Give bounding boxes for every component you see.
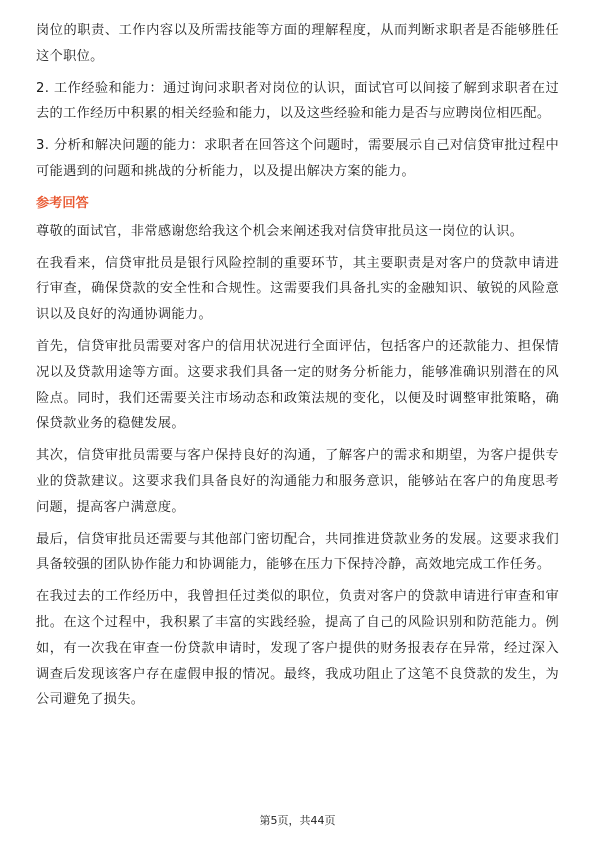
answer-paragraph-6: 在我过去的工作经历中，我曾担任过类似的职位，负责对客户的贷款申请进行审查和审批。在这个过程中，我积累了丰富的实践经验，提高了自己的风险识别和防范能力。例如，有一次我在审查一份贷款申请时，发现了客户提供的财务报表存在异常，经过深入调查后发现该客户存在虚假申报的情况。最终，我成功阻止了这笔不良贷款的发生，为公司避免了损失。 (36, 589, 559, 708)
intro-paragraph-1: 岗位的职责、工作内容以及所需技能等方面的理解程度，从而判断求职者是否能够胜任这个职位。 (36, 23, 559, 64)
answer-section-title: 参考回答 (36, 195, 89, 211)
page-number-footer: 第5页，共44页 (259, 814, 336, 827)
answer-paragraph-2: 在我看来，信贷审批员是银行风险控制的重要环节，其主要职责是对客户的贷款申请进行审查，确保贷款的安全性和合规性。这需要我们具备扎实的金融知识、敏锐的风险意识以及良好的沟通协调能力。 (36, 255, 559, 323)
intro-paragraph-3: 3. 分析和解决问题的能力：求职者在回答这个问题时，需要展示自己对信贷审批过程中可能遇到的问题和挑战的分析能力，以及提出解决方案的能力。 (36, 138, 559, 179)
answer-paragraph-3: 首先，信贷审批员需要对客户的信用状况进行全面评估，包括客户的还款能力、担保情况以及贷款用途等方面。这要求我们具备一定的财务分析能力，能够准确识别潜在的风险点。同时，我们还需要关注市场动态和政策法规的变化，以便及时调整审批策略，确保贷款业务的稳健发展。 (36, 338, 559, 432)
page-content (36, 18, 559, 719)
answer-paragraph-5: 最后，信贷审批员还需要与其他部门密切配合，共同推进贷款业务的发展。这要求我们具备较强的团队协作能力和协调能力，能够在压力下保持冷静，高效地完成工作任务。 (36, 531, 559, 573)
answer-paragraph-1: 尊敬的面试官，非常感谢您给我这个机会来阐述我对信贷审批员这一岗位的认识。 (36, 223, 524, 239)
intro-paragraph-2: 2. 工作经验和能力：通过询问求职者对岗位的认识，面试官可以间接了解到求职者在过去的工作经历中积累的相关经验和能力，以及这些经验和能力是否与应聘岗位相匹配。 (36, 80, 559, 122)
answer-paragraph-4: 其次，信贷审批员需要与客户保持良好的沟通，了解客户的需求和期望，为客户提供专业的贷款建议。这要求我们具备良好的沟通能力和服务意识，能够站在客户的角度思考问题，提高客户满意度。 (36, 448, 559, 515)
